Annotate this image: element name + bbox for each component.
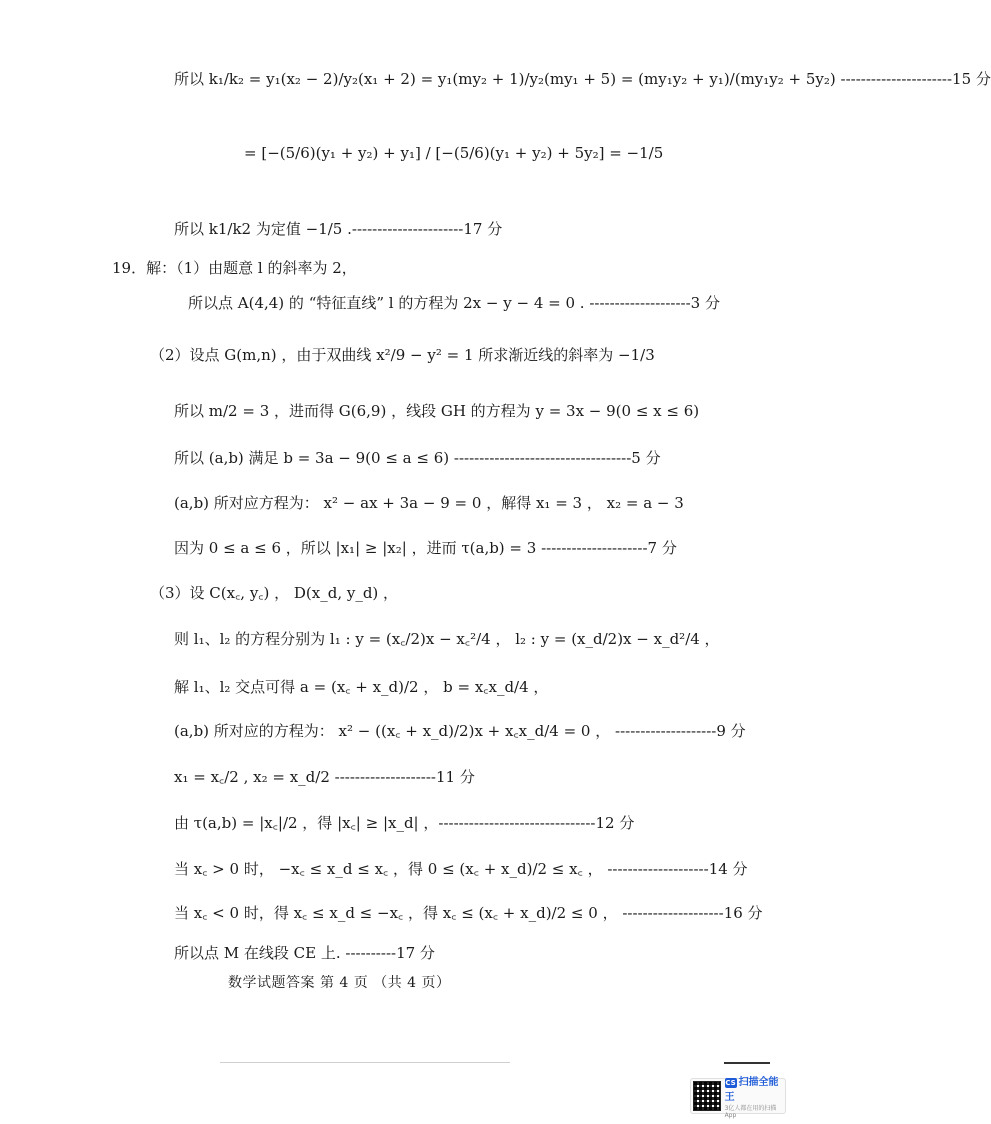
badge-subtitle: 3亿人都在用的扫描App: [724, 1105, 777, 1119]
line-9: (a,b) 所对应方程为： x² − ax + 3a − 9 = 0 ，解得 x₁ = 3 ， x₂ = a − 3: [174, 494, 684, 512]
line-3: 所以 k1/k2 为定值 −1/5 .----------------------17 分: [174, 220, 503, 238]
qr-code-icon: [693, 1081, 721, 1111]
line-14: (a,b) 所对应的方程为： x² − ((x꜀ + x_d)/2)x + x꜀x_d/4 = 0 ， --------------------9 分: [174, 722, 746, 740]
badge-title: CS 扫描全能王: [724, 1077, 779, 1103]
line-1: 所以 k₁/k₂ = y₁(x₂ − 2)/y₂(x₁ + 2) = y₁(my₂ + 1)/y₂(my₁ + 5) = (my₁y₂ + y₁)/(my₁y₂ + 5y₂) ----------------------15 分: [174, 70, 991, 88]
line-15: x₁ = x꜀/2 , x₂ = x_d/2 --------------------11 分: [174, 768, 475, 786]
bottom-right-mark: [724, 1062, 770, 1064]
line-4: 19．解：（1）由题意 l 的斜率为 2，: [112, 259, 357, 277]
line-8: 所以 (a,b) 满足 b = 3a − 9(0 ≤ a ≤ 6) -----------------------------------5 分: [174, 449, 661, 467]
line-10: 因为 0 ≤ a ≤ 6 ，所以 |x₁| ≥ |x₂| ，进而 τ(a,b) = 3 ---------------------7 分: [174, 539, 677, 557]
line-16: 由 τ(a,b) = |x꜀|/2 ，得 |x꜀| ≥ |x_d| ，-------------------------------12 分: [174, 814, 635, 832]
cs-logo-icon: CS: [725, 1079, 736, 1087]
line-6: （2）设点 G(m,n) ，由于双曲线 x²/9 − y² = 1 所求渐近线的斜率为 −1/3: [150, 346, 655, 364]
line-11: （3）设 C(x꜀, y꜀) ， D(x_d, y_d) ，: [150, 584, 399, 602]
page-footer: 数学试题答案 第 4 页 （共 4 页）: [228, 975, 451, 991]
line-17: 当 x꜀ > 0 时， −x꜀ ≤ x_d ≤ x꜀ ，得 0 ≤ (x꜀ + x_d)/2 ≤ x꜀ ， --------------------14 分: [174, 860, 748, 878]
line-2: = [−(5/6)(y₁ + y₂) + y₁] / [−(5/6)(y₁ + y₂) + 5y₂] = −1/5: [244, 144, 664, 162]
line-18: 当 x꜀ < 0 时，得 x꜀ ≤ x_d ≤ −x꜀ ，得 x꜀ ≤ (x꜀ + x_d)/2 ≤ 0 ， --------------------16 分: [174, 904, 763, 922]
line-19: 所以点 M 在线段 CE 上. ----------17 分: [174, 944, 435, 962]
line-5: 所以点 A(4,4) 的 “特征直线” l 的方程为 2x − y − 4 = 0 . --------------------3 分: [188, 294, 720, 312]
line-7: 所以 m/2 = 3 ，进而得 G(6,9) ，线段 GH 的方程为 y = 3x − 9(0 ≤ x ≤ 6): [174, 402, 700, 420]
line-13: 解 l₁、l₂ 交点可得 a = (x꜀ + x_d)/2 ， b = x꜀x_d/4 ，: [174, 678, 549, 696]
scanner-watermark: [690, 1077, 786, 1119]
bottom-divider: [220, 1062, 510, 1063]
line-12: 则 l₁、l₂ 的方程分别为 l₁ : y = (x꜀/2)x − x꜀²/4 ， l₂ : y = (x_d/2)x − x_d²/4 ，: [174, 630, 720, 648]
